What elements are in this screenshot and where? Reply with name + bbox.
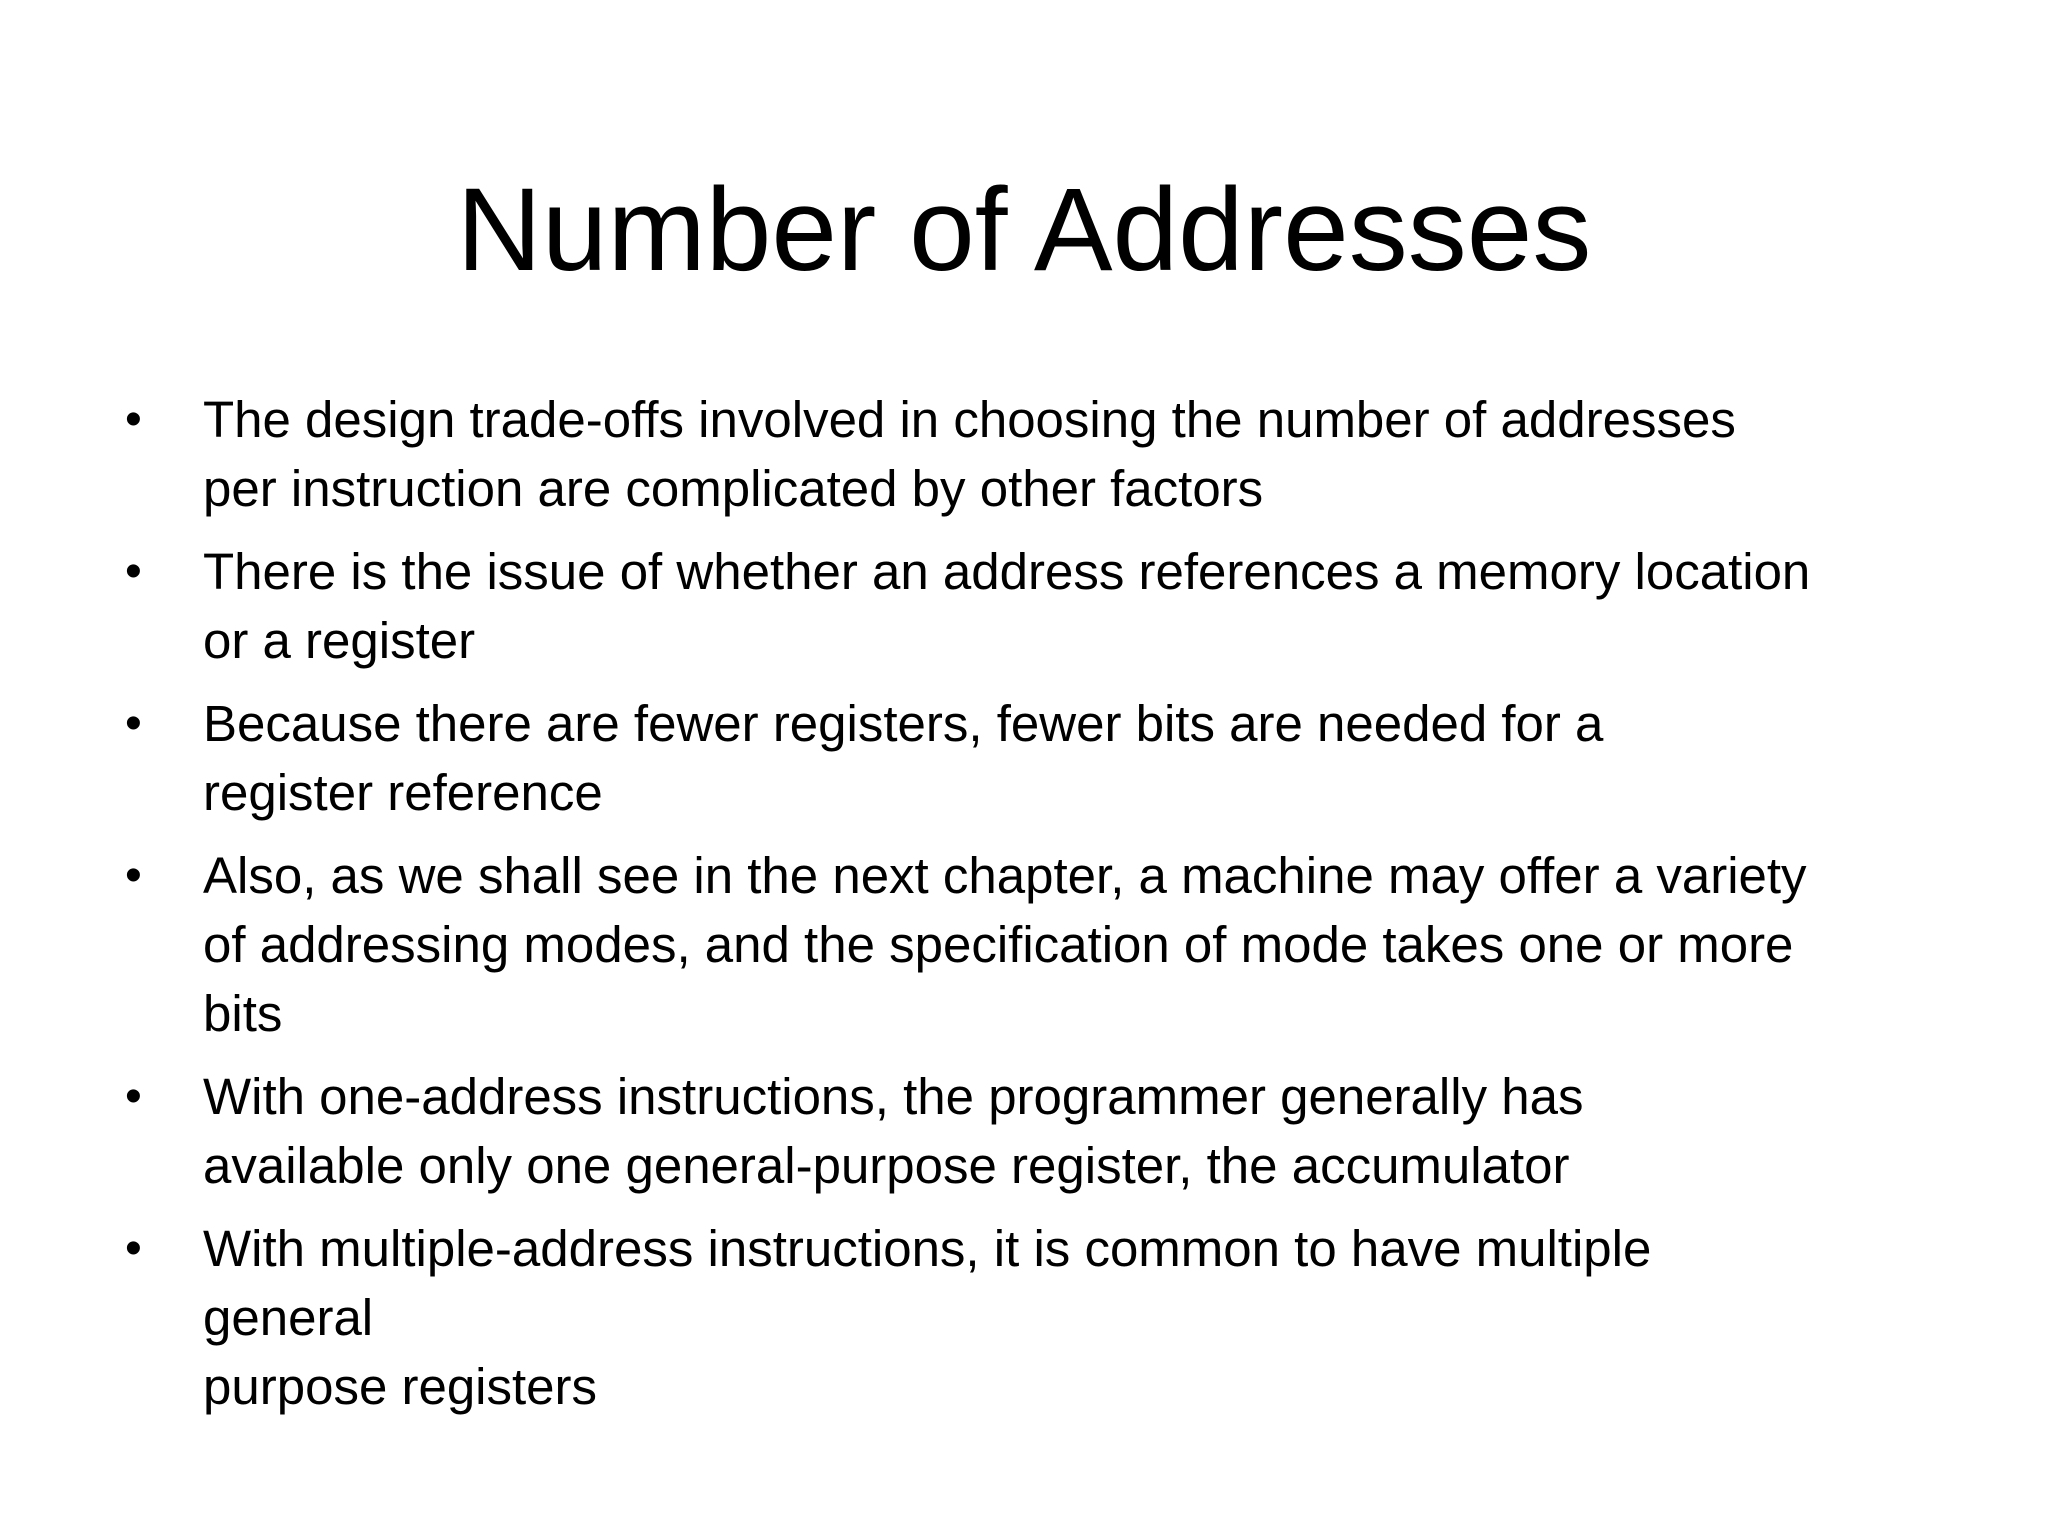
bullet-icon: •: [125, 697, 142, 750]
bullet-text: With one-address instructions, the programmer generally has available only one general-purpose register, the accumulator: [203, 1068, 1584, 1194]
slide-title: Number of Addresses: [456, 164, 1592, 296]
bullet-text: There is the issue of whether an address references a memory location or a register: [203, 543, 1811, 669]
bullet-item: [0, 537, 2048, 675]
bullet-icon: •: [125, 1070, 142, 1123]
bullet-icon: •: [125, 849, 142, 902]
bullet-item: [0, 1062, 2048, 1200]
bullet-icon: •: [125, 545, 142, 598]
bullet-text: The design trade-offs involved in choosing the number of addresses per instruction are complicated by other factors: [203, 391, 1736, 517]
bullet-text: With multiple-address instructions, it is common to have multiple general purpose registers: [203, 1220, 1652, 1415]
bullet-item: [0, 841, 2048, 1048]
bullet-item: [0, 689, 2048, 827]
bullet-icon: •: [125, 1222, 142, 1275]
bullet-item: [0, 385, 2048, 523]
bullet-item: [0, 1214, 2048, 1421]
bullet-icon: •: [125, 393, 142, 446]
bullet-text: Also, as we shall see in the next chapter, a machine may offer a variety of addressing modes, and the specification of mode takes one or more bits: [203, 847, 1807, 1042]
bullet-text: Because there are fewer registers, fewer bits are needed for a register reference: [203, 695, 1604, 821]
bullet-list: [0, 385, 2048, 1435]
